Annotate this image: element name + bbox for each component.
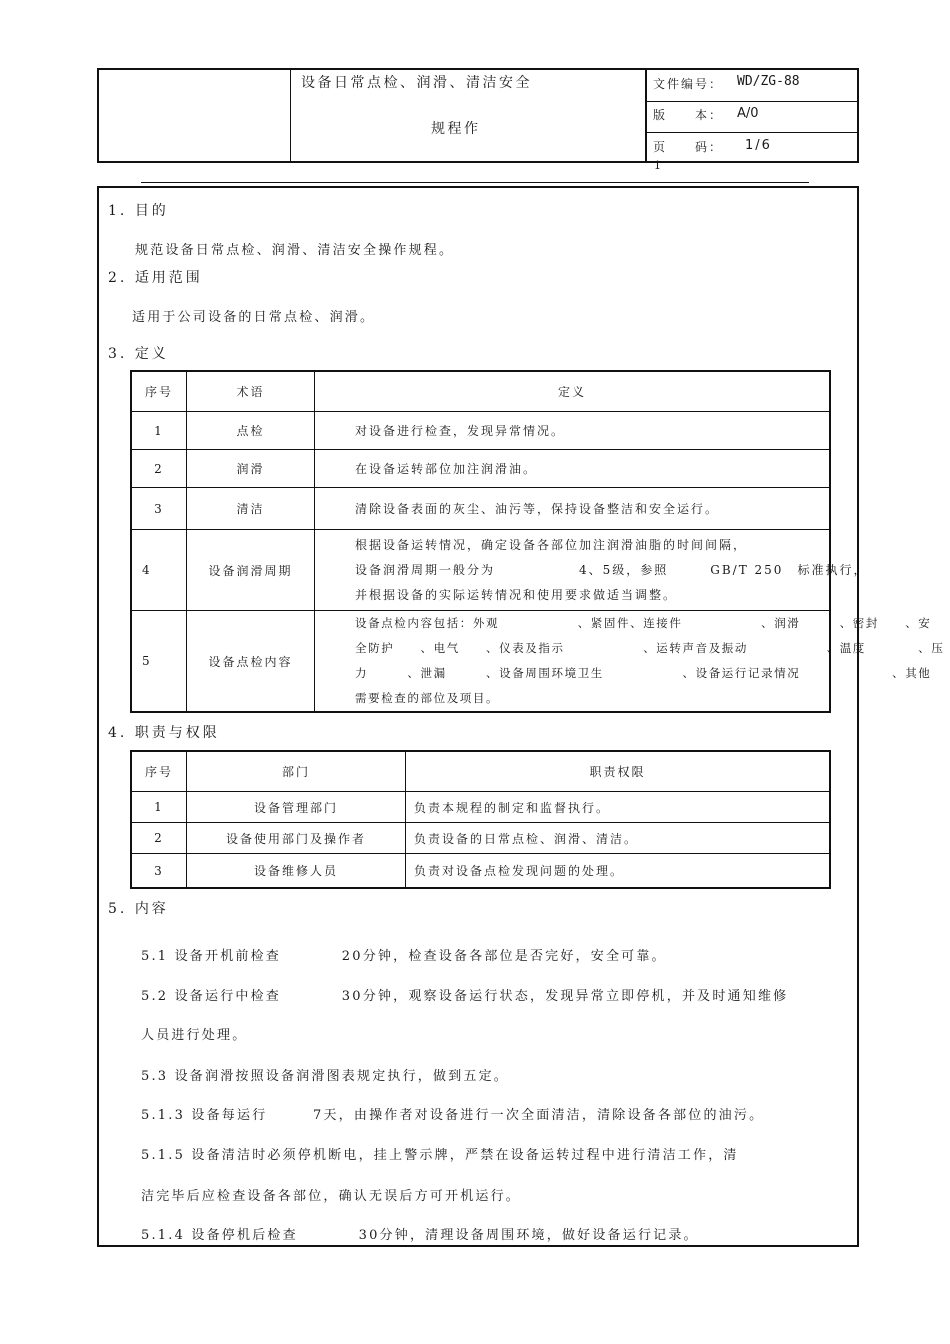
section-title: 适用范围 xyxy=(134,270,203,286)
definition-line: 设备点检内容包括：外观 、紧固件、连接件 、润滑 、密封 、安 xyxy=(355,616,932,630)
term-cell: 润滑 xyxy=(187,450,315,488)
section-1-heading xyxy=(108,200,169,220)
content-line: 5.2 设备运行中检查 30分钟，观察设备运行状态，发现异常立即停机，并及时通知维修 xyxy=(141,989,789,1004)
row-number: 5 xyxy=(132,611,187,712)
content-line: 5.3 设备润滑按照设备润滑图表规定执行，做到五定。 xyxy=(141,1069,510,1084)
table-header-row xyxy=(132,372,830,412)
row-number: 2 xyxy=(132,450,187,488)
section-number: 2. xyxy=(108,270,128,286)
definition-cell xyxy=(315,611,945,712)
header-divider xyxy=(647,132,857,133)
content-line: 人员进行处理。 xyxy=(141,1028,248,1043)
definition-cell: 在设备运转部位加注润滑油。 xyxy=(315,450,830,488)
row-number: 4 xyxy=(132,530,187,611)
doc-number-label: 文件编号： xyxy=(653,77,724,91)
content-line: 5.1.3 设备每运行 7天，由操作者对设备进行一次全面清洁，清除设备各部位的油污。 xyxy=(141,1108,765,1123)
definition-cell xyxy=(315,530,868,611)
content-line: 5.1 设备开机前检查 20分钟，检查设备各部位是否完好，安全可靠。 xyxy=(141,949,667,964)
section-2-heading xyxy=(108,267,203,287)
definitions-table xyxy=(131,371,945,712)
section-number: 4. xyxy=(108,725,128,741)
content-line: 5.1.5 设备清洁时必须停机断电，挂上警示牌，严禁在设备运转过程中进行清洁工作，清 xyxy=(141,1148,739,1163)
department-cell: 设备管理部门 xyxy=(187,792,406,823)
term-cell: 点检 xyxy=(187,412,315,450)
doc-title-line2: 规程作 xyxy=(431,121,481,137)
section-5-heading xyxy=(108,898,169,918)
duty-cell: 负责设备的日常点检、润滑、清洁。 xyxy=(406,823,830,854)
duties-table xyxy=(131,751,830,888)
doc-number-value: WD/ZG-88 xyxy=(737,74,800,89)
section-number: 3. xyxy=(108,346,128,362)
definition-line: 力 、泄漏 、设备周围环境卫生 、设备运行记录情况 、其他 xyxy=(355,666,932,680)
header-divider xyxy=(645,70,647,161)
table-row xyxy=(132,488,830,530)
definition-line: 全防护 、电气 、仪表及指示 、运转声音及振动 、温度 、压 xyxy=(355,641,945,655)
section-title: 职责与权限 xyxy=(134,725,220,741)
content-line: 洁完毕后应检查设备各部位，确认无误后方可开机运行。 xyxy=(141,1189,522,1204)
header-divider xyxy=(290,70,291,161)
purpose-text: 规范设备日常点检、润滑、清洁安全操作规程。 xyxy=(135,243,455,258)
table-row xyxy=(132,792,830,823)
definition-line: 根据设备运转情况，确定设备各部位加注润滑油脂的时间间隔， xyxy=(355,537,748,552)
definition-cell: 对设备进行检查，发现异常情况。 xyxy=(315,412,830,450)
page-label: 页 码： xyxy=(653,140,724,154)
section-4-heading xyxy=(108,722,220,742)
body-frame xyxy=(97,186,945,1247)
page-value: 1/6 xyxy=(745,138,772,153)
content-line: 5.1.4 设备停机后检查 30分钟，清理设备周围环境，做好设备运行记录。 xyxy=(141,1228,699,1243)
table-row xyxy=(132,530,830,611)
table-row xyxy=(132,854,830,888)
column-header: 定义 xyxy=(315,372,830,412)
page-extra: 1 xyxy=(654,159,663,172)
table-row xyxy=(132,450,830,488)
scope-text: 适用于公司设备的日常点检、润滑。 xyxy=(132,310,376,325)
duty-cell: 负责对设备点检发现问题的处理。 xyxy=(406,854,830,888)
section-title: 内容 xyxy=(134,901,169,917)
section-number: 1. xyxy=(108,203,128,219)
department-cell: 设备使用部门及操作者 xyxy=(187,823,406,854)
column-header: 术语 xyxy=(187,372,315,412)
column-header: 序号 xyxy=(132,752,187,792)
row-number: 3 xyxy=(132,854,187,888)
column-header: 序号 xyxy=(132,372,187,412)
version-value: A/0 xyxy=(737,106,759,121)
definition-line: 需要检查的部位及项目。 xyxy=(355,691,500,705)
table-row xyxy=(132,611,830,712)
term-cell: 清洁 xyxy=(187,488,315,530)
section-number: 5. xyxy=(108,901,128,917)
version-label: 版 本： xyxy=(653,108,724,122)
header-rule xyxy=(141,182,809,183)
doc-title-line1: 设备日常点检、润滑、清洁安全 xyxy=(301,75,532,91)
section-3-heading xyxy=(108,343,169,363)
row-number: 1 xyxy=(132,792,187,823)
term-cell: 设备点检内容 xyxy=(187,611,315,712)
department-cell: 设备维修人员 xyxy=(187,854,406,888)
column-header: 部门 xyxy=(187,752,406,792)
definition-line: 设备润滑周期一般分为 4、5级，参照 GB/T 250 标准执行， xyxy=(355,562,868,577)
definition-cell: 清除设备表面的灰尘、油污等，保持设备整洁和安全运行。 xyxy=(315,488,830,530)
section-title: 定义 xyxy=(134,346,169,362)
term-cell: 设备润滑周期 xyxy=(187,530,315,611)
table-header-row xyxy=(132,752,830,792)
table-row xyxy=(132,823,830,854)
table-row xyxy=(132,412,830,450)
column-header: 职责权限 xyxy=(406,752,830,792)
row-number: 2 xyxy=(132,823,187,854)
row-number: 1 xyxy=(132,412,187,450)
section-title: 目的 xyxy=(134,203,169,219)
duty-cell: 负责本规程的制定和监督执行。 xyxy=(406,792,830,823)
definition-line: 并根据设备的实际运转情况和使用要求做适当调整。 xyxy=(355,587,678,602)
row-number: 3 xyxy=(132,488,187,530)
header-divider xyxy=(647,101,857,102)
